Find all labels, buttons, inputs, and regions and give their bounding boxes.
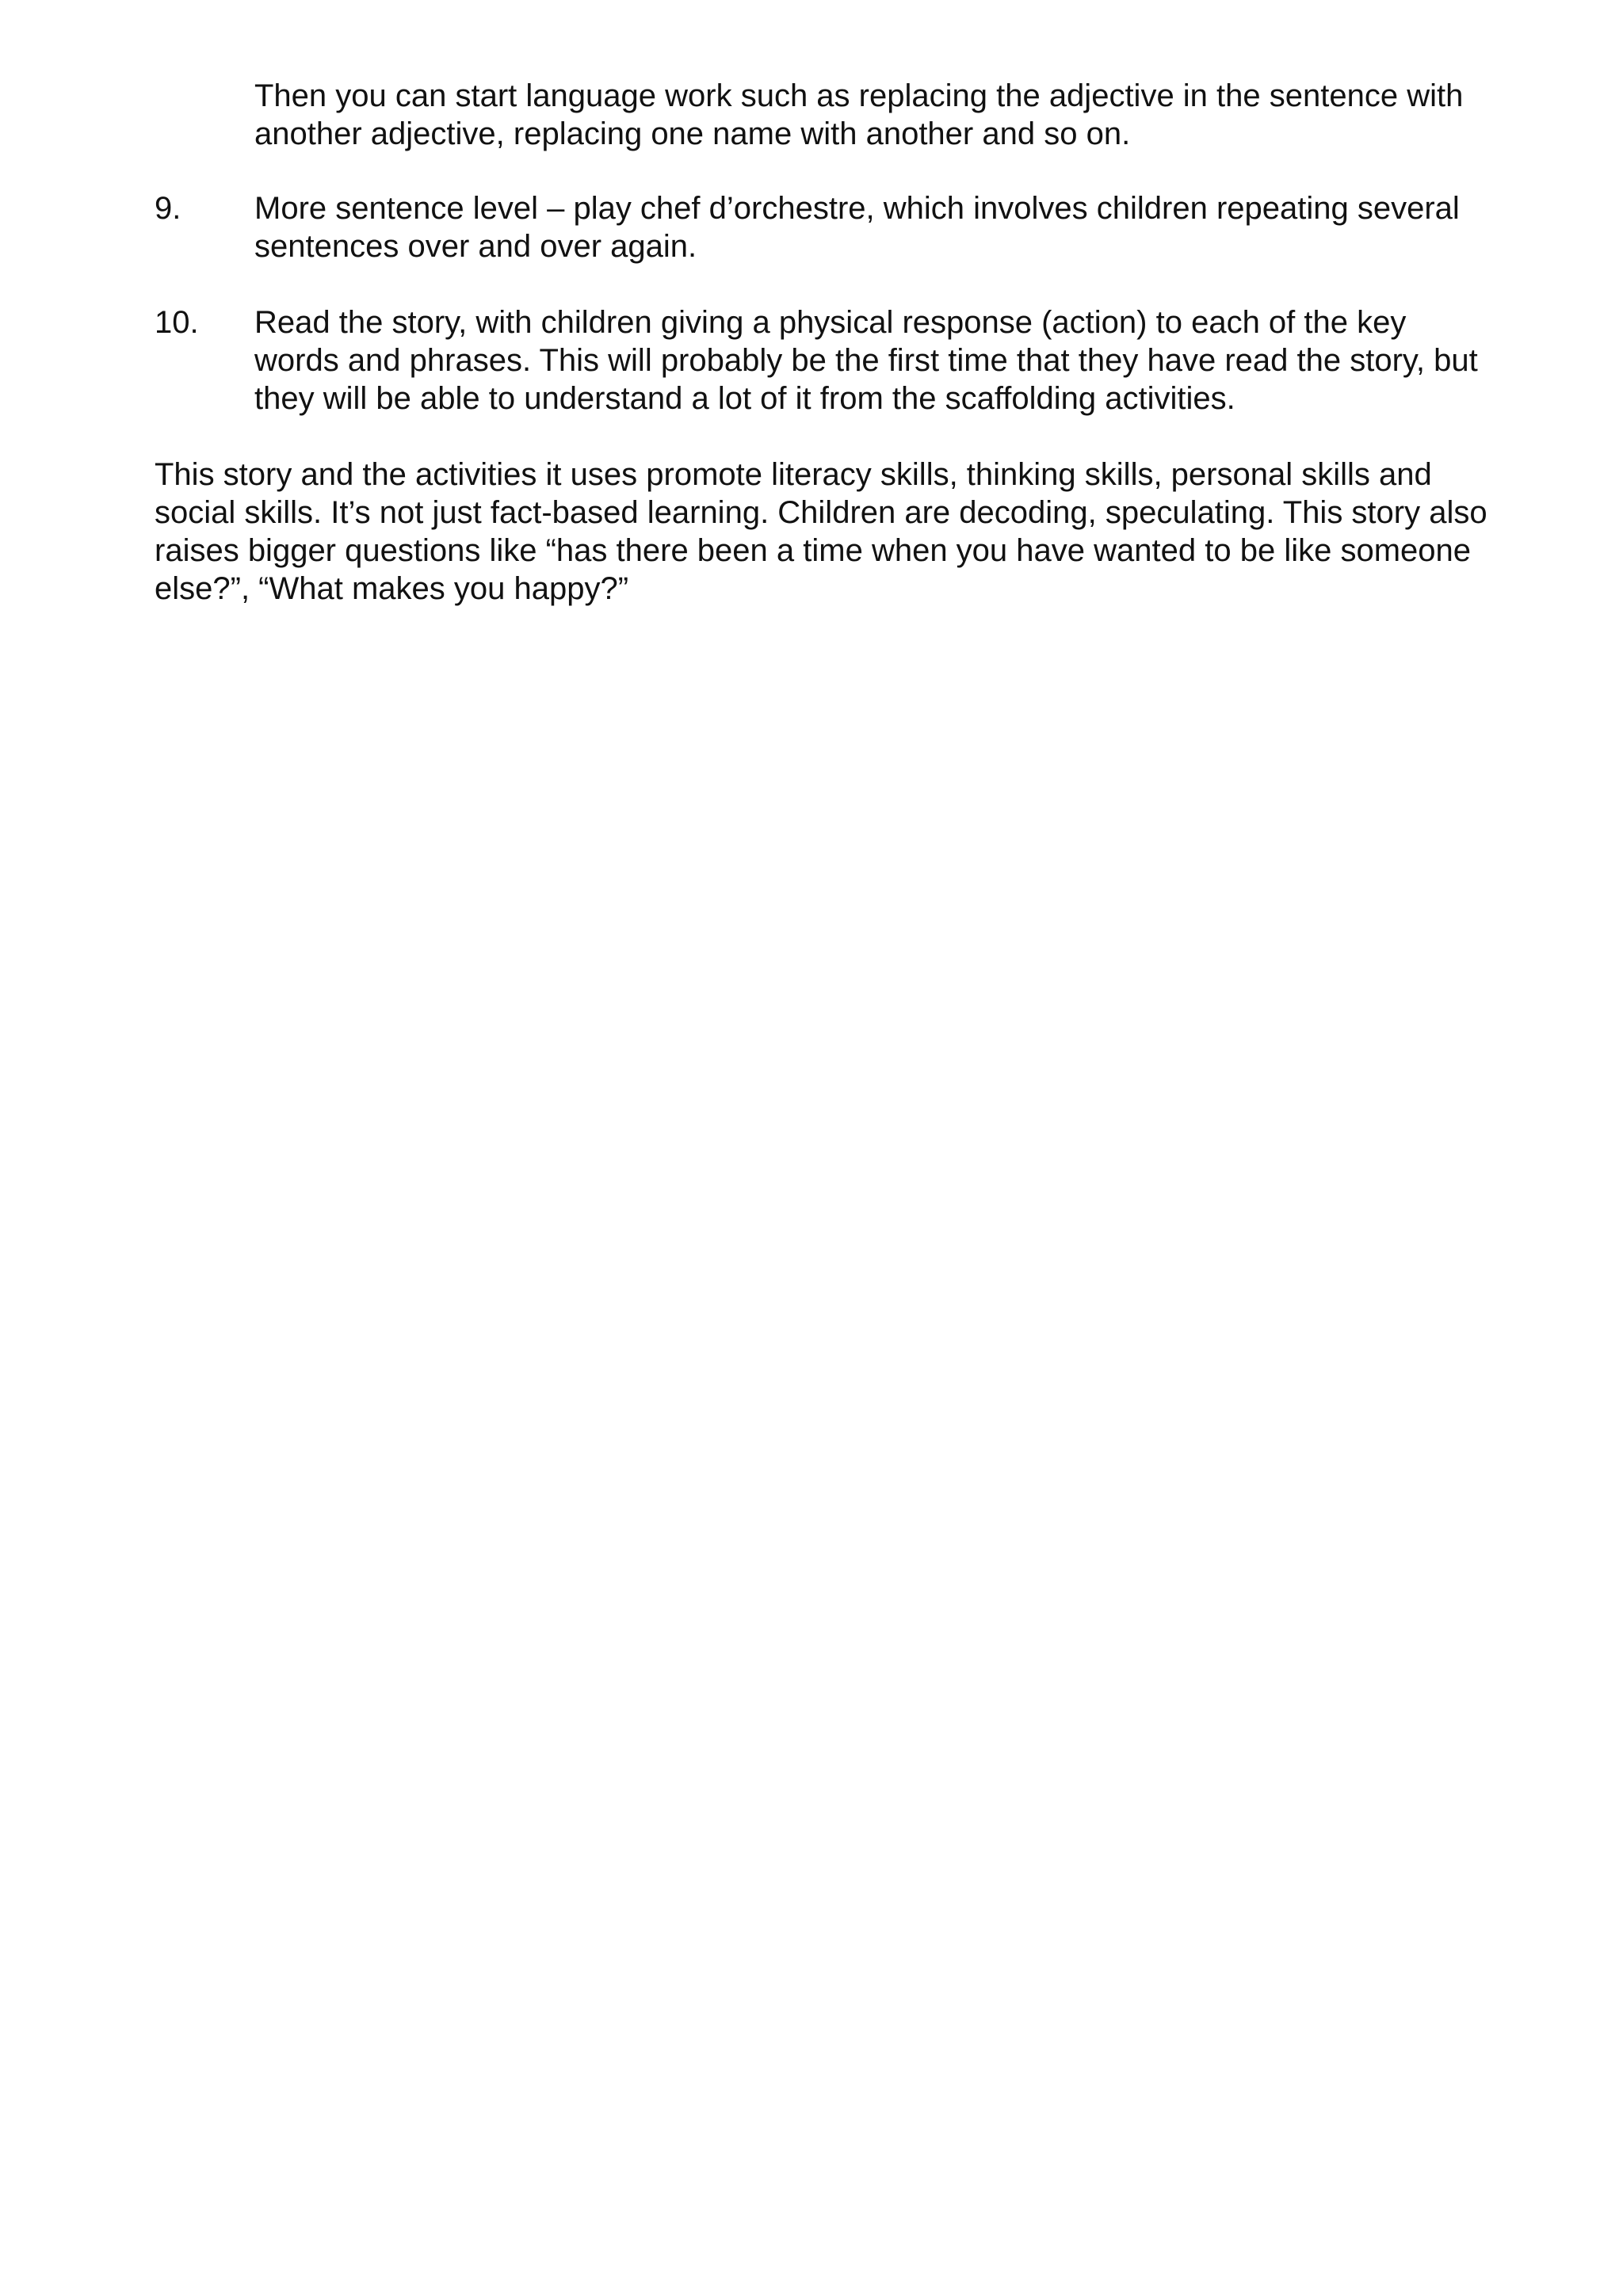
list-item-number: 10. [155, 305, 199, 340]
list-item-text: More sentence level – play chef d’orchestre, which involves children repeating several sentences over and over again. [254, 191, 1460, 264]
list-item-number: 9. [155, 191, 181, 226]
continuation-paragraph: Then you can start language work such as replacing the adjective in the sentence with another adjective, replacing one name with another and so on. [254, 78, 1464, 151]
closing-paragraph: This story and the activities it uses promote literacy skills, thinking skills, personal skills and social skills. It’s not just fact-based learning. Children are decoding, speculating. This story also raises bigger questions like “has there been a time when you have wanted to be like someone else?”, “What makes you happy?” [155, 457, 1487, 606]
list-item-text: Read the story, with children giving a physical response (action) to each of the key words and phrases. This will probably be the first time that they have read the story, but they will be able to understand a lot of it from the scaffolding activities. [254, 305, 1478, 416]
